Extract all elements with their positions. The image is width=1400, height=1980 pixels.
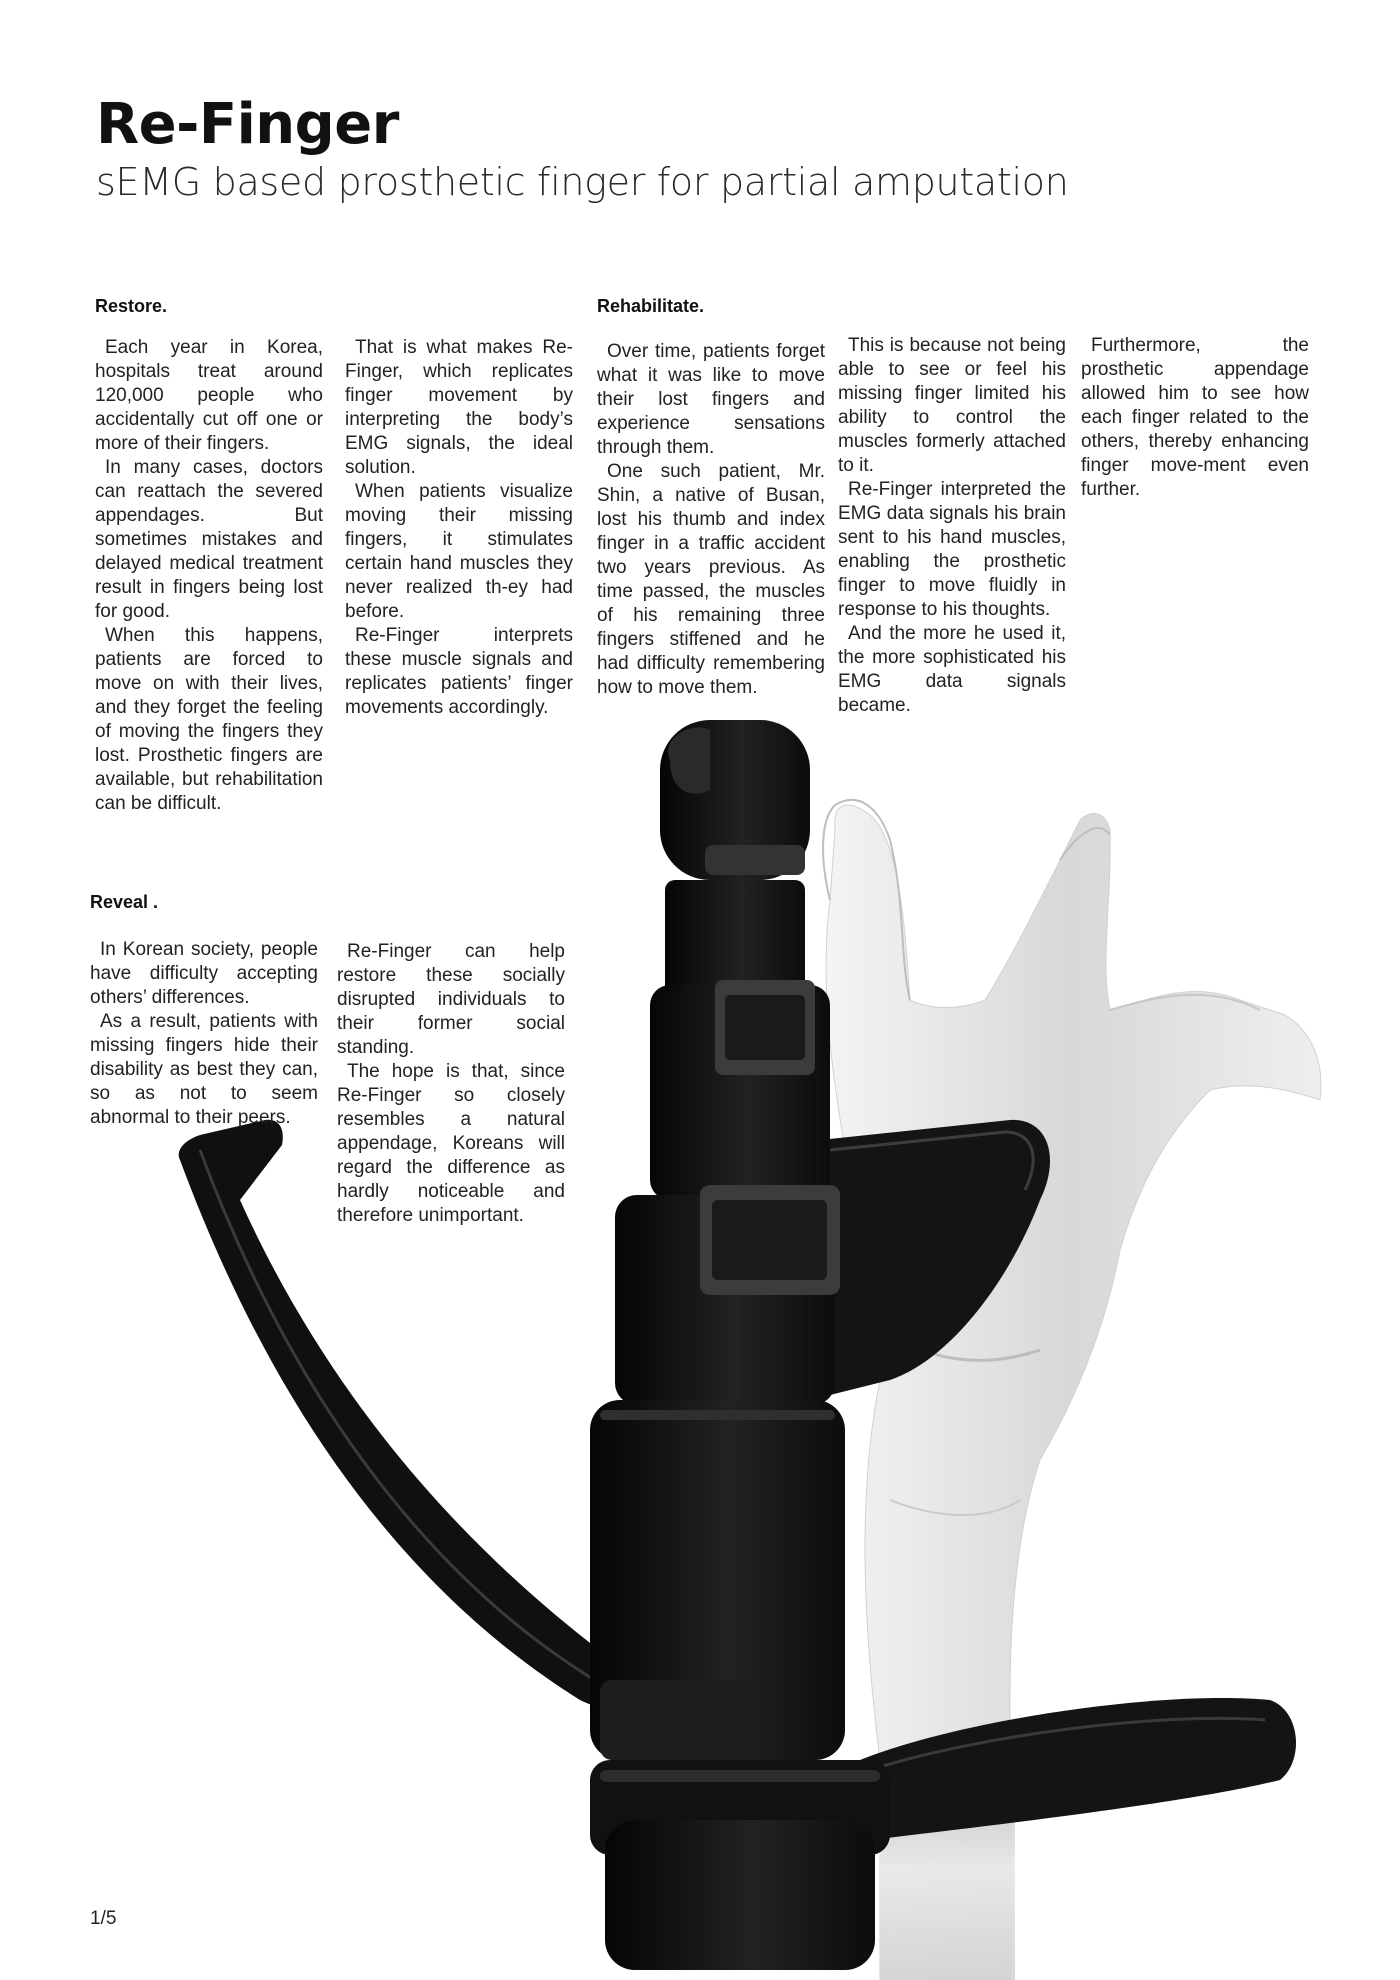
paragraph: And the more he used it, the more sophisticated his EMG data signals became. (838, 623, 1066, 716)
paragraph: In many cases, doctors can reattach the severed appendages. But sometimes mistakes and delayed medical treatment result in fingers being lost for good. (95, 457, 323, 622)
rehabilitate-column-3 (1081, 334, 1309, 502)
restore-heading: Restore. (95, 296, 168, 316)
reveal-column-1 (90, 938, 318, 1130)
paragraph: In Korean society, people have difficulty accepting others’ differences. (90, 939, 318, 1008)
paragraph: When this happens, patients are forced to move on with their lives, and they forget the feeling of moving the fingers they lost. Prosthetic fingers are available, but rehabilitation can be difficult. (95, 625, 323, 814)
paragraph: Re-Finger interpreted the EMG data signals his brain sent to his hand muscles, enabling the prosthetic finger to move fluidly in response to his thoughts. (838, 479, 1066, 620)
paragraph: As a result, patients with missing fingers hide their disability as best they can, so as not to seem abnormal to their peers. (90, 1011, 318, 1128)
paragraph: When patients visualize moving their missing fingers, it stimulates certain hand muscles they never realized th-ey had before. (345, 481, 573, 622)
paragraph: The hope is that, since Re-Finger so closely resembles a natural appendage, Koreans will regard the difference as hardly noticeable and therefore unimportant. (337, 1061, 565, 1226)
paragraph: Over time, patients forget what it was like to move their lost fingers and experience sensations through them. (597, 341, 825, 458)
restore-column-2 (345, 336, 573, 720)
paragraph: This is because not being able to see or feel his missing finger limited his ability to control the muscles formerly attached to it. (838, 335, 1066, 476)
reveal-column-2 (337, 940, 565, 1228)
paragraph: One such patient, Mr. Shin, a native of Busan, lost his thumb and index finger in a traffic accident two years previous. As time passed, the muscles of his remaining three fingers stiffened and he had difficulty remembering how to move them. (597, 461, 825, 698)
rehabilitate-column-1 (597, 340, 825, 700)
page-title: Re-Finger (96, 92, 399, 157)
restore-column-1 (95, 336, 323, 816)
rehabilitate-column-2 (838, 334, 1066, 718)
page-subtitle: sEMG based prosthetic finger for partial amputation (96, 160, 1069, 204)
paragraph: Furthermore, the prosthetic appendage allowed him to see how each finger related to the others, thereby enhancing finger move-ment even further. (1081, 335, 1309, 500)
rehabilitate-heading: Rehabilitate. (597, 296, 705, 316)
page-number: 1/5 (90, 1908, 117, 1929)
reveal-heading: Reveal . (90, 892, 159, 912)
paragraph: Each year in Korea, hospitals treat around 120,000 people who accidentally cut off one or more of their fingers. (95, 337, 323, 454)
paragraph: Re-Finger interprets these muscle signals and replicates patients’ finger movements accordingly. (345, 625, 573, 718)
paragraph: That is what makes Re-Finger, which replicates finger movement by interpreting the body’s EMG signals, the ideal solution. (345, 337, 573, 478)
paragraph: Re-Finger can help restore these socially disrupted individuals to their former social standing. (337, 941, 565, 1058)
